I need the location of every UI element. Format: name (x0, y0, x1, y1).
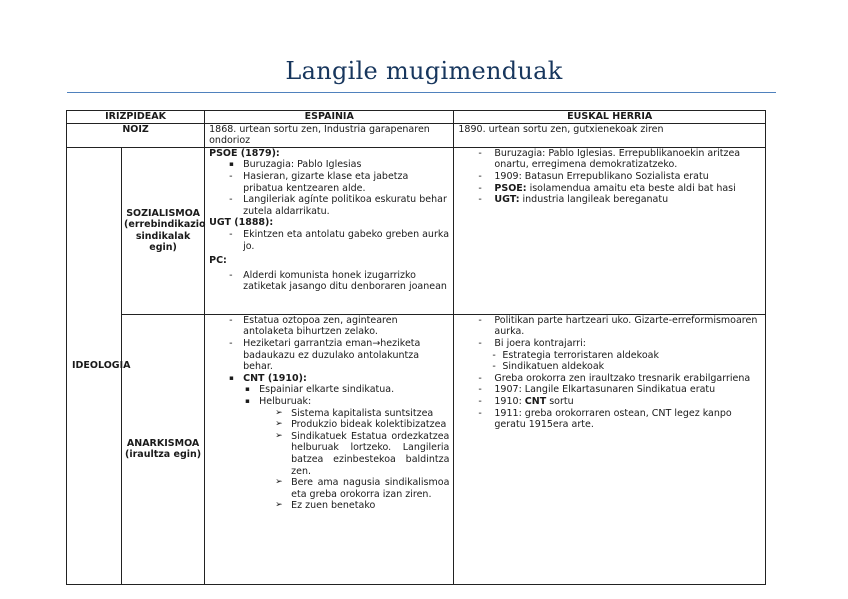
list-item: - 1907: Langile Elkartasunaren Sindikatua eratu (458, 384, 761, 396)
noiz-euskal: 1890. urtean sortu zen, gutxienekoak ziren (454, 123, 766, 147)
list-item: ▪ Helburuak: (209, 396, 449, 408)
anarkismoa-euskal (454, 314, 766, 584)
list-item: - Bi joera kontrajarri: (458, 338, 761, 350)
sozialismoa-row (67, 147, 766, 314)
header-row (67, 111, 766, 124)
list-item: - Hasieran, gizarte klase eta jabetza pribatua kentzearen alde. (209, 171, 449, 194)
noiz-row (67, 123, 766, 147)
noiz-espainia: 1868. urtean sortu zen, Industria garapenaren ondorioz (205, 123, 454, 147)
list-item: ➢ Sindikatuek Estatua ordezkatzea helburuak lortzeko. Langileria batzea ezinbestekoa baldintza zen. (209, 431, 449, 477)
list-item: - Estrategia terroristaren aldekoak (458, 350, 761, 362)
list-item: ➢ Bere ama nagusia sindikalismoa eta greba orokorra izan ziren. (209, 477, 449, 500)
header-euskal-herria: EUSKAL HERRIA (454, 111, 766, 124)
list-item: - PSOE: isolamendua amaitu eta beste aldi bat hasi (458, 183, 761, 195)
comparison-table (66, 110, 766, 585)
page-title: Langile mugimenduak (285, 57, 563, 85)
list-item: - Politikan parte hartzeari uko. Gizarte-erreformismoaren aurka. (458, 315, 761, 338)
anarkismoa-espainia (205, 314, 454, 584)
list-item: - 1910: CNT sortu (458, 396, 761, 408)
cnt-heading: ▪ CNT (1910): (209, 373, 449, 385)
ideologia-label: IDEOLOGIA (67, 147, 122, 584)
list-item: ➢ Sistema kapitalista suntsitzea (209, 408, 449, 420)
sozialismoa-euskal (454, 147, 766, 314)
list-item: ▪ Espainiar elkarte sindikatua. (209, 384, 449, 396)
list-item: - Greba orokorra zen iraultzako tresnarik erabilgarriena (458, 373, 761, 385)
list-item: - 1909: Batasun Errepublikano Sozialista eratu (458, 171, 761, 183)
pc-heading: PC: (209, 255, 227, 267)
header-espainia: ESPAINIA (205, 111, 454, 124)
header-irizpideak: IRIZPIDEAK (67, 111, 205, 124)
noiz-label: NOIZ (67, 123, 205, 147)
list-item: - Sindikatuen aldekoak (458, 361, 761, 373)
list-item: - Alderdi komunista honek izugarrizko zatiketak jasango ditu denboraren joanean (209, 270, 449, 293)
title-underline (67, 92, 776, 93)
list-item: - Buruzagia: Pablo Iglesias. Errepublikanoekin aritzea onartu, erregimena demokratizatzeko. (458, 148, 761, 171)
sozialismoa-label: SOZIALISMOA (errebindikazio sindikalak egin) (122, 147, 205, 314)
list-item: ➢ Produkzio bideak kolektibizatzea (209, 419, 449, 431)
anarkismoa-row (67, 314, 766, 584)
sozialismoa-espainia (205, 147, 454, 314)
list-item: - Langileriak agínte politikoa eskuratu behar zutela aldarrikatu. (209, 194, 449, 217)
list-item: - Ekintzen eta antolatu gabeko greben aurka jo. (209, 229, 449, 252)
list-item: - 1911: greba orokorraren ostean, CNT legez kanpo geratu 1915era arte. (458, 408, 761, 431)
psoe-heading: PSOE (1879): (209, 147, 280, 159)
list-item: ➢ Ez zuen benetako (209, 500, 449, 512)
ugt-heading: UGT (1888): (209, 217, 274, 229)
list-item: - UGT: industria langileak bereganatu (458, 194, 761, 206)
anarkismoa-label: ANARKISMOA (iraultza egin) (122, 314, 205, 584)
list-item: - Estatua oztopoa zen, agintearen antolaketa bihurtzen zelako. (209, 315, 449, 338)
list-item: - Heziketari garrantzia eman→heziketa badaukazu ez duzulako antolakuntza behar. (209, 338, 449, 373)
list-item: ▪ Buruzagia: Pablo Iglesias (209, 159, 449, 171)
